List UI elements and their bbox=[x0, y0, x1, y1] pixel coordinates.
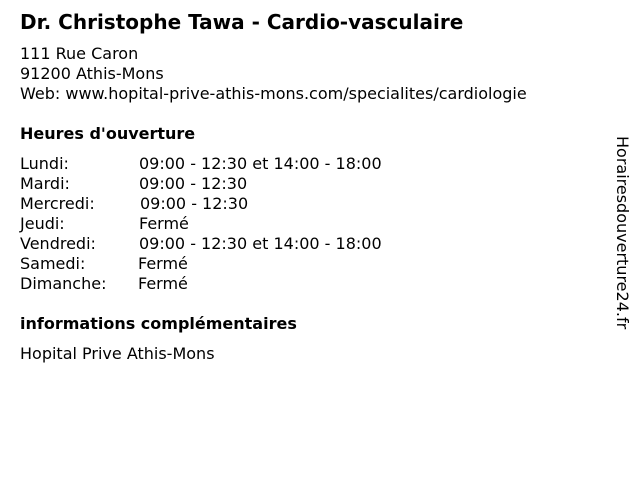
day-hours: Fermé bbox=[139, 214, 189, 233]
address-street: 111 Rue Caron bbox=[20, 44, 139, 63]
day-hours: Fermé bbox=[138, 274, 188, 293]
address-block bbox=[20, 44, 527, 104]
day-hours: 09:00 - 12:30 bbox=[139, 174, 248, 193]
day-label: Mardi: bbox=[20, 174, 70, 193]
address-city: 91200 Athis-Mons bbox=[20, 64, 164, 83]
day-label: Lundi: bbox=[20, 154, 69, 173]
day-label: Mercredi: bbox=[20, 194, 95, 213]
page-title: Dr. Christophe Tawa - Cardio-vasculaire bbox=[20, 10, 464, 34]
day-label: Samedi: bbox=[20, 254, 86, 273]
additional-info-text: Hopital Prive Athis-Mons bbox=[20, 344, 215, 363]
day-label: Vendredi: bbox=[20, 234, 96, 253]
day-hours: 09:00 - 12:30 et 14:00 - 18:00 bbox=[139, 234, 382, 253]
day-hours: Fermé bbox=[138, 254, 188, 273]
day-hours: 09:00 - 12:30 bbox=[140, 194, 249, 213]
site-watermark: Horairesdouverture24.fr bbox=[613, 136, 632, 330]
additional-info-heading: informations complémentaires bbox=[20, 314, 297, 333]
address-web: Web: www.hopital-prive-athis-mons.com/specialites/cardiologie bbox=[20, 84, 527, 103]
day-hours: 09:00 - 12:30 et 14:00 - 18:00 bbox=[139, 154, 382, 173]
opening-hours-heading: Heures d'ouverture bbox=[20, 124, 196, 143]
day-label: Jeudi: bbox=[20, 214, 65, 233]
day-label: Dimanche: bbox=[20, 274, 107, 293]
